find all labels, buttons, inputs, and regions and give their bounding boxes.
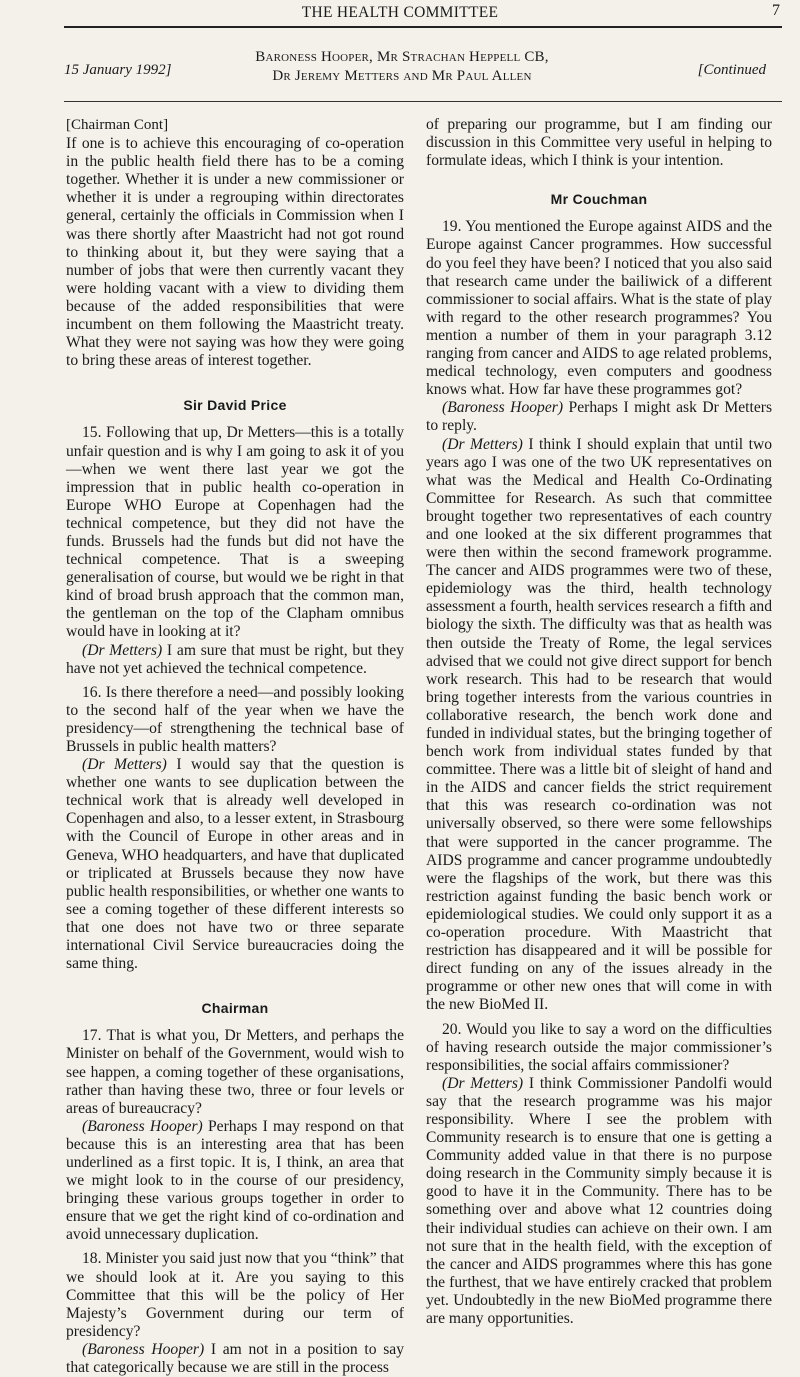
answer-text: Perhaps I might ask Dr Metters to reply. <box>426 399 773 435</box>
answer-text: I am sure that must be right, but they have not yet achieved the technical competence. <box>66 641 404 677</box>
left-column <box>66 116 404 1377</box>
answer-text: I am not in a position to say that categorically because we are still in the process <box>66 1340 404 1376</box>
speaker-name: (Baroness Hooper) <box>82 1340 205 1358</box>
continued-label: [Continued <box>697 62 766 78</box>
answer <box>426 436 772 1015</box>
answer <box>426 1075 772 1328</box>
answer-text: I think Commissioner Pandolfi would say that the research programme was his major responsibility. Where I see the problem with Community research is to ensure that one is getting a Community added value in that there is no purpose doing research in the Community simply because it is good to have it in the Community. There has to be something over and above what 12 countries doing their individual studies can achieve on their own. I am not sure that in the health field, with the exception of the cancer and AIDS programmes where this has gone the furthest, that we have entirely cracked that problem yet. Undoubtedly in the new BioMed programme there are many opportunities. <box>426 1074 772 1327</box>
question-17: 17. That is what you, Dr Metters, and perhaps the Minister on behalf of the Government, would wish to see happen, a coming together of these organisations, rather than having these two, three or four levels or areas of bureaucracy? <box>66 1027 404 1117</box>
top-rule <box>64 26 782 28</box>
witnesses <box>232 48 572 86</box>
answer <box>426 399 772 435</box>
page-number: 7 <box>772 2 780 19</box>
witnesses-line-2: Dr Jeremy Metters and Mr Paul Allen <box>272 68 532 84</box>
answer-text: I think I should explain that until two years ago I was one of the two UK representatives on what was the Medical and Health Co-Ordinating Committee for Research. As such that committee brought together two representatives of each country and one looked at the six different programmes that were then within the second framework programme. The cancer and AIDS programmes were two of these, epidemiology was the third, health technology assessment a fourth, health services research a fifth and biology the sixth. The difficulty was that as health was then outside the Treaty of Rome, the legal services advised that we could not give direct support for bench work research. This had to be research that would bring together interests from the various countries in collaborative research, the bench work done and funded in individual states, but the bringing together of bench work from individual states funded by that committee. There was a little bit of sleight of hand and in the AIDS and cancer fields the strict requirement that this was research co-ordination was not universally observed, so there were some fellowships that were supported in the cancer programme. The AIDS programme and cancer programme undoubtedly were the flagships of the work, but there was this restriction against funding the basic bench work or epidemiological studies. We could only support it as a co-operation procedure. With Maastricht that restriction has disappeared and it will be possible for direct funding on any of the issues already in the programme or other new ones that will come in with the new BioMed II. <box>426 435 773 1014</box>
speaker-name: (Baroness Hooper) <box>82 1117 203 1135</box>
answer <box>66 1118 404 1245</box>
chairman-cont-label: [Chairman Cont] <box>66 117 169 133</box>
question-20: 20. Would you like to say a word on the difficulties of having research outside the major commissioner’s responsibilities, the social affairs commissioner? <box>426 1020 772 1074</box>
right-column <box>426 116 772 1328</box>
question-15: 15. Following that up, Dr Metters—this is a totally unfair question and is why I am going to ask it of you—when we went there last year we got the impression that in public health co-operation in Europe WHO Europe at Copenhagen had the technical competence, but they did not have the funds. Brussels had the funds but did not have the technical competence. That is a sweeping generalisation of course, but would we be right in that kind of broad brush approach that the common man, the gentleman on the top of the Clapham omnibus would have in looking at it? <box>66 424 404 641</box>
paragraph: If one is to achieve this encouraging of co-operation in the public health field there has to be a coming together. Whether it is under a new commissioner or whether it is under a regrouping within directorates general, certainly the officials in Commission when I was there shortly after Maastricht had not got round to thinking about it, but they were saying that a number of jobs that were then currently vacant they were holding vacant with a view to dividing them because of the added responsibilities that were incumbent on them following the Maastricht treaty. What they were not saying was how they were going to bring these areas of interest together. <box>66 135 404 370</box>
answer <box>66 756 404 973</box>
header-bottom-rule <box>64 101 782 102</box>
speaker-name: (Dr Metters) <box>442 1074 524 1092</box>
speaker-heading: Sir David Price <box>183 397 287 414</box>
speaker-heading: Mr Couchman <box>550 191 648 208</box>
witnesses-line-1: Baroness Hooper, Mr Strachan Heppell CB, <box>255 49 549 65</box>
running-head: THE HEALTH COMMITTEE <box>301 4 499 21</box>
speaker-name: (Dr Metters) <box>82 641 163 659</box>
question-19: 19. You mentioned the Europe against AIDS and the Europe against Cancer programmes. How successful do you feel they have been? I noticed that you also said that research came under the bailiwick of a different commissioner to social affairs. What is the state of play with regard to the other research programmes? You mention a number of them in your paragraph 3.12 ranging from cancer and AIDS to age related problems, medical technology, even computers and goodness knows what. How far have these programmes got? <box>426 218 772 399</box>
speaker-name: (Baroness Hooper) <box>442 399 564 417</box>
question-16: 16. Is there therefore a need—and possibly looking to the second half of the year when we have the presidency—of strengthening the technical base of Brussels in public health matters? <box>66 683 404 755</box>
question-18: 18. Minister you said just now that you “think” that we should look at it. Are you saying to this Committee that this will be the policy of Her Majesty’s Government during our term of presidency? <box>66 1250 404 1340</box>
answer-text: I would say that the question is whether one wants to see duplication between the technical work that is already well developed in Copenhagen and also, to a lesser extent, in Strasbourg with the Council of Europe in other areas and in Geneva, WHO headquarters, and have that duplicated or triplicated at Brussels because they now have public health responsibilities, or whether one wants to see a coming together of these different interests so that one does not have two or three separate international Civil Service bureaucracies doing the same thing. <box>66 756 404 973</box>
answer <box>66 642 404 678</box>
header-date: 15 January 1992] <box>64 62 172 78</box>
speaker-name: (Dr Metters) <box>442 435 523 453</box>
paragraph: of preparing our programme, but I am finding our discussion in this Committee very useful in helping to formulate ideas, which I think is your intention. <box>426 116 772 170</box>
speaker-heading: Chairman <box>201 1000 269 1017</box>
answer-text: Perhaps I may respond on that because this is an interesting area that has been underlined as a first topic. It is, I think, an area that we might look to in the course of our presidency, bringing these various groups together in order to ensure that we get the right kind of co-ordination and avoid unnecessary duplication. <box>66 1117 405 1244</box>
speaker-name: (Dr Metters) <box>82 756 167 774</box>
answer <box>66 1341 404 1377</box>
